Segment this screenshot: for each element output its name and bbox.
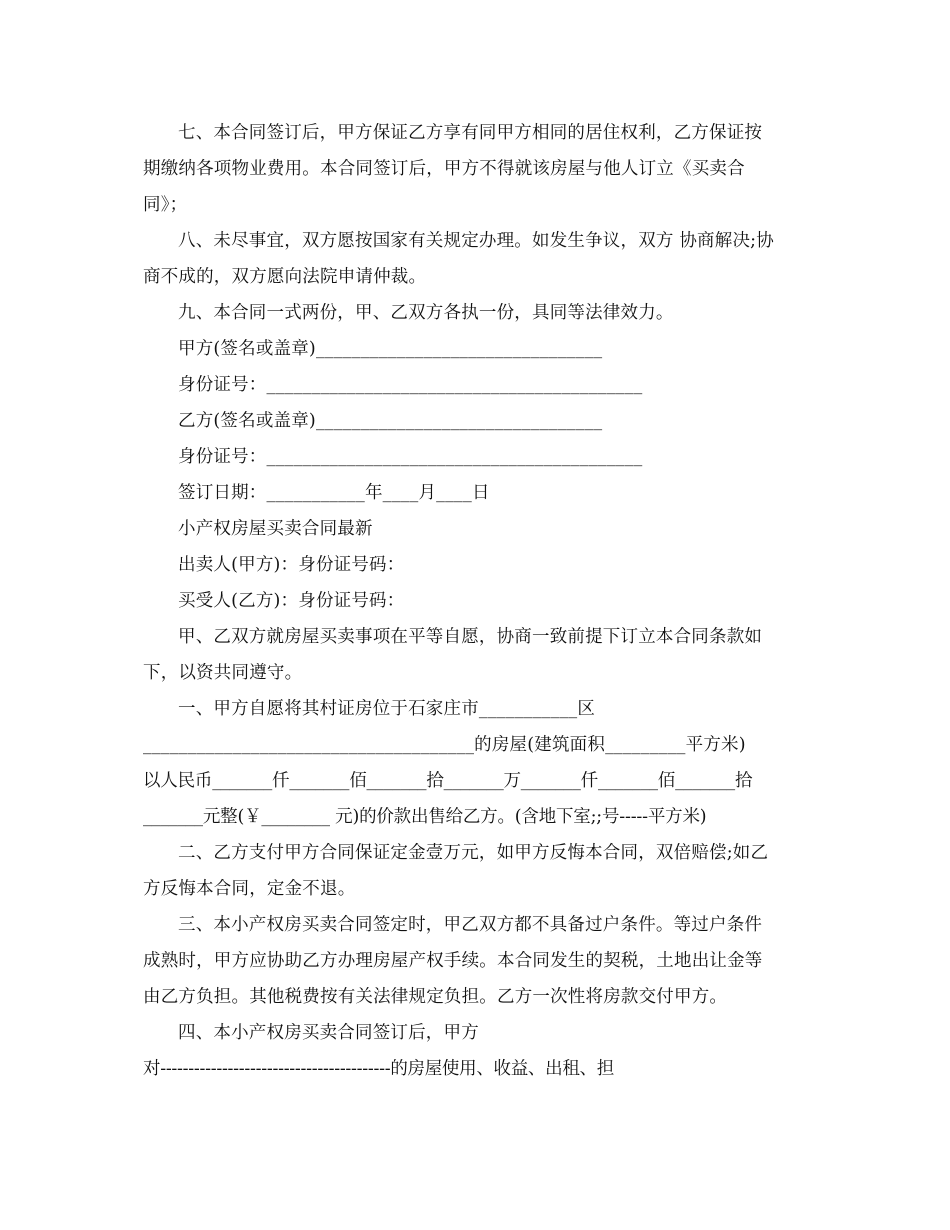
seller-line: 出卖人(甲方)：身份证号码：	[178, 555, 405, 575]
clause-9-line-1: 九、本合同一式两份，甲、乙双方各执一份，具同等法律效力。	[178, 303, 674, 323]
party-a-signature-line: 甲方(签名或盖章)________________________________	[178, 339, 603, 359]
clause-1-line-3: 以人民币_______仟_______佰_______拾_______万_______仟_______佰_______拾	[143, 771, 753, 791]
clause-7-line-2: 期缴纳各项物业费用。本合同签订后，甲方不得就该房屋与他人订立《买卖合	[143, 159, 745, 179]
clause-3-line-1: 三、本小产权房买卖合同签定时，甲乙双方都不具备过户条件。等过户条件	[178, 915, 763, 935]
clause-2-line-1: 二、乙方支付甲方合同保证定金壹万元，如甲方反悔本合同，双倍赔偿;如乙	[178, 843, 769, 863]
clause-3-line-3: 由乙方负担。其他税费按有关法律规定负担。乙方一次性将房款交付甲方。	[143, 987, 728, 1007]
preamble-line-1: 甲、乙双方就房屋买卖事项在平等自愿，协商一致前提下订立本合同条款如	[178, 627, 763, 647]
signing-date-line: 签订日期：___________年____月____日	[178, 483, 490, 503]
clause-8-line-1: 八、未尽事宜，双方愿按国家有关规定办理。如发生争议，双方 协商解决;协	[178, 231, 774, 251]
clause-8-line-2: 商不成的，双方愿向法院申请仲裁。	[143, 267, 427, 287]
clause-7-line-1: 七、本合同签订后，甲方保证乙方享有同甲方相同的居住权利，乙方保证按	[178, 123, 763, 143]
clause-1-line-1: 一、甲方自愿将其村证房位于石家庄市___________区	[178, 699, 596, 719]
party-b-signature-line: 乙方(签名或盖章)________________________________	[178, 411, 603, 431]
clause-7-line-3: 同》；	[143, 195, 188, 215]
clause-4-line-2: 对-----------------------------------------的房屋使用、收益、出租、担	[143, 1059, 614, 1079]
clause-2-line-2: 方反悔本合同，定金不退。	[143, 879, 356, 899]
contract-title: 小产权房屋买卖合同最新	[178, 519, 373, 539]
clause-1-line-4: _______元整(￥________ 元)的价款出售给乙方。(含地下室;;号-----平方米)	[143, 807, 707, 827]
buyer-line: 买受人(乙方)：身份证号码：	[178, 591, 405, 611]
clause-1-line-2: _____________________________________的房屋(建筑面积_________平方米)	[143, 735, 746, 755]
clause-4-line-1: 四、本小产权房买卖合同签订后，甲方	[178, 1023, 479, 1043]
party-a-id-line: 身份证号：__________________________________________	[178, 375, 643, 395]
preamble-line-2: 下，以资共同遵守。	[143, 663, 303, 683]
party-b-id-line: 身份证号：__________________________________________	[178, 447, 643, 467]
clause-3-line-2: 成熟时，甲方应协助乙方办理房屋产权手续。本合同发生的契税，土地出让金等	[143, 951, 763, 971]
